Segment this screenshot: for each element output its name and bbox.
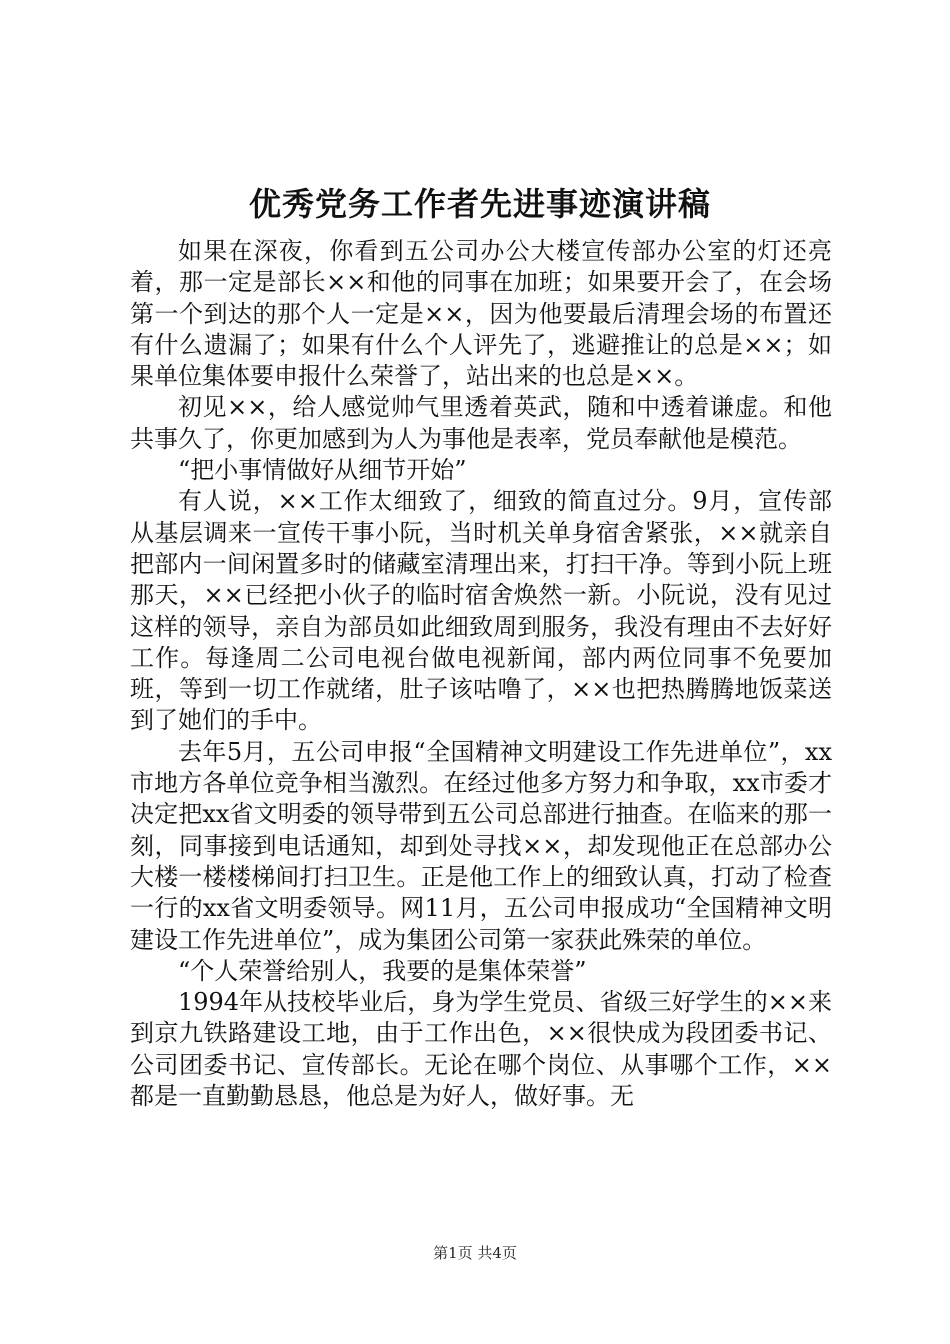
section-heading-collective-honor: “个人荣誉给别人，我要的是集体荣誉” [178, 956, 587, 985]
paragraph-details: 有人说，××工作太细致了，细致的简直过分。9月，宣传部从基层调来一宣传干事小阮，当时机关单身宿舍紧张，××就亲自把部内一间闲置多时的储藏室清理出来，打扫干净。等到小阮上班那天，××已经把小伙子的临时宿舍焕然一新。小阮说，没有见过这样的领导，亲自为部员如此细致周到服务，我没有理由不去好好工作。每逢周二公司电视台做电视新闻，部内两位同事不免要加班，等到一切工作就绪，肚子该咕噜了，××也把热腾腾地饭菜送到了她们的手中。 [130, 487, 832, 735]
document-title: 优秀党务工作者先进事迹演讲稿 [248, 185, 711, 223]
document-body [130, 236, 832, 1112]
page-footer: 第1页 共4页 [433, 1244, 517, 1262]
section-heading-details: “把小事情做好从细节开始” [178, 456, 467, 485]
paragraph-first-impression: 初见××，给人感觉帅气里透着英武，随和中透着谦虚。和他共事久了，你更加感到为人为事他是表率，党员奉献他是模范。 [130, 393, 832, 453]
paragraph-honor-application: 去年5月，五公司申报“全国精神文明建设工作先进单位”，xx市地方各单位竞争相当激烈。在经过他多方努力和争取，xx市委才决定把xx省文明委的领导带到五公司总部进行抽查。在临来的那一刻，同事接到电话通知，却到处寻找××，却发现他正在总部办公大楼一楼楼梯间打扫卫生。正是他工作上的细致认真，打动了检查一行的xx省文明委领导。网11月，五公司申报成功“全国精神文明建设工作先进单位”，成为集团公司第一家获此殊荣的单位。 [130, 737, 832, 954]
paragraph-intro: 如果在深夜，你看到五公司办公大楼宣传部办公室的灯还亮着，那一定是部长××和他的同事在加班；如果要开会了，在会场第一个到达的那个人一定是××，因为他要最后清理会场的布置还有什么遗漏了；如果有什么个人评先了，逃避推让的总是××；如果单位集体要申报什么荣誉了，站出来的也总是××。 [130, 237, 832, 391]
paragraph-career: 1994年从技校毕业后，身为学生党员、省级三好学生的××来到京九铁路建设工地，由于工作出色，××很快成为段团委书记、公司团委书记、宣传部长。无论在哪个岗位、从事哪个工作，××都是一直勤勤恳恳，他总是为好人，做好事。无 [130, 988, 832, 1111]
